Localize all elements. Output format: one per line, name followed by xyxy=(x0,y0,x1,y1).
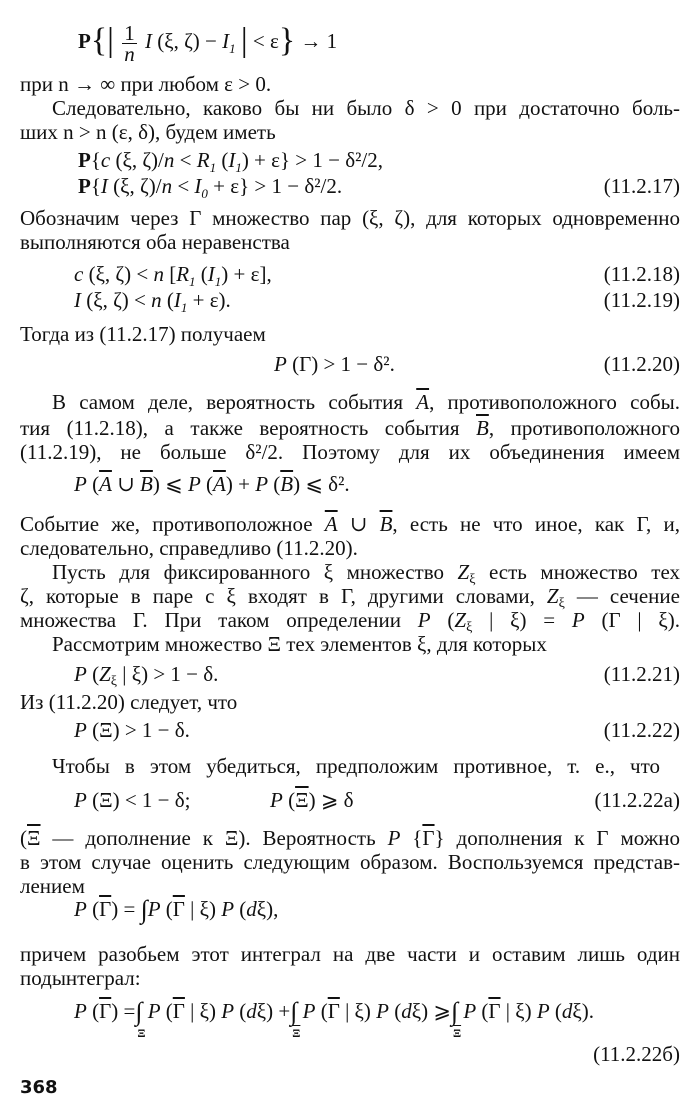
text-line-15: Рассмотрим множество Ξ тех элементов ξ, для которых xyxy=(52,632,547,656)
equation-union: P ($\overline{A}$ ∪ $\overline{B}$) ⩽ P $(\overline{A}) + P$ $(\overline{B})$ ⩽ δ². xyxy=(74,472,350,496)
equation-top: P{| $\frac{1}{n}$ I (ξ, $\zeta) - I_1$ | < ε} → 1 xyxy=(78,20,338,66)
text-line-21: причем разобьем этот интеграл на две части и оставим лишь один xyxy=(20,942,680,966)
text-line-13: ζ, которые в паре с ξ входят в Γ, другими словами, Zξ — сечение xyxy=(20,584,680,611)
text-line-20: лением xyxy=(20,874,85,898)
text-line-6: Тогда из (11.2.17) получаем xyxy=(20,322,266,346)
equation-integral: P $(\overline{\Gamma}) = \int P$ ($\overline{\Gamma}$ | ξ) P (dξ), xyxy=(74,895,279,924)
equation-11-2-21: P (Zξ | ξ) > 1 − δ. xyxy=(74,662,219,689)
equation-number-11-2-22b: (11.2.22б) xyxy=(593,1042,680,1066)
equation-11-2-18: c (ξ, ζ) < n [$R_1$ $(I_1) + \varepsilon$], xyxy=(74,262,272,289)
text-line-17: Чтобы в этом убедиться, предположим противное, т. е., что xyxy=(52,754,660,778)
text-line-22: подынтеграл: xyxy=(20,966,141,990)
text-line-19: в этом случае оценить следующим образом. Воспользуемся представ- xyxy=(20,850,680,874)
text-line-4: Обозначим через Γ множество пар (ξ, ζ), для которых одновременно xyxy=(20,206,680,230)
equation-11-2-22b: P $(\overline{\Gamma})$ =∫ Ξ P ($\overline{\Gamma}$ | ξ) P (dξ) +∫ $\overline{\Xi}$ P ($\overline{\Gamma}$ | ξ) P (dξ) ⩾∫ $\overline{\Xi}$ P ($\overline{\Gamma}$ | ξ) P (dξ). xyxy=(74,997,595,1040)
equation-number-11-2-19: (11.2.19) xyxy=(603,288,680,312)
text-line-14: множества Γ. При таком определении P (Zξ | ξ) = P (Γ | ξ). xyxy=(20,608,680,635)
equation-number-11-2-22: (11.2.22) xyxy=(603,718,680,742)
text-line-8: тия (11.2.18), а также вероятность события $\overline{B}$, противоположного xyxy=(20,416,680,440)
equation-number-11-2-21: (11.2.21) xyxy=(603,662,680,686)
text-line-12: Пусть для фиксированного ξ множество Zξ есть множество тех xyxy=(52,560,680,587)
text-line-7: В самом деле, вероятность события $\overline{A}$, противоположного собы. xyxy=(52,390,680,414)
text-line-9: (11.2.19), не больше δ²/2. Поэтому для их объединения имеем xyxy=(20,440,680,464)
equation-11-2-20: P (Γ) > 1 − δ². xyxy=(274,352,395,376)
text-line-5: выполняются оба неравенства xyxy=(20,230,290,254)
equation-11-2-22: P (Ξ) > 1 − δ. xyxy=(74,718,190,742)
equation-11-2-19: I (ξ, ζ) < n $(I_1 + \varepsilon)$. xyxy=(74,288,231,315)
text-line-1: при n → ∞ при любом ε > 0. xyxy=(20,72,272,96)
text-line-11: следовательно, справедливо (11.2.20). xyxy=(20,536,358,560)
page-number: 368 xyxy=(20,1077,58,1098)
equation-number-11-2-20: (11.2.20) xyxy=(603,352,680,376)
equation-number-11-2-17: (11.2.17) xyxy=(603,174,680,198)
text-line-18: ($\overline{\Xi}$ — дополнение к Ξ). Вероятность P $\{\overline{\Gamma}\}$ дополнения к Γ можно xyxy=(20,826,680,850)
equation-11-2-22a-left: P (Ξ) < 1 − δ; xyxy=(74,788,191,812)
text-line-10: Событие же, противоположное $\overline{A}$ ∪ $\overline{B}$, есть не что иное, как Γ, и, xyxy=(20,512,680,536)
text-line-16: Из (11.2.20) следует, что xyxy=(20,690,238,714)
equation-11-2-17a: P{c (ξ, $\zeta)/n < R_1$ $(I_1) + \varepsilon\} > 1 - \delta^2/2$, xyxy=(78,148,384,175)
equation-11-2-17b: P{I (ξ, $\zeta)/n < I_0 + \varepsilon\} > 1 - \delta^2/2$. xyxy=(78,174,343,201)
text-line-2: Следовательно, каково бы ни было δ > 0 при достаточно боль- xyxy=(52,96,680,120)
equation-number-11-2-22a: (11.2.22a) xyxy=(594,788,680,812)
text-line-3: ших n > n (ε, δ), будем иметь xyxy=(20,120,276,144)
equation-number-11-2-18: (11.2.18) xyxy=(603,262,680,286)
equation-11-2-22a-right: P $(\overline{\Xi})$ ⩾ δ xyxy=(270,788,354,812)
